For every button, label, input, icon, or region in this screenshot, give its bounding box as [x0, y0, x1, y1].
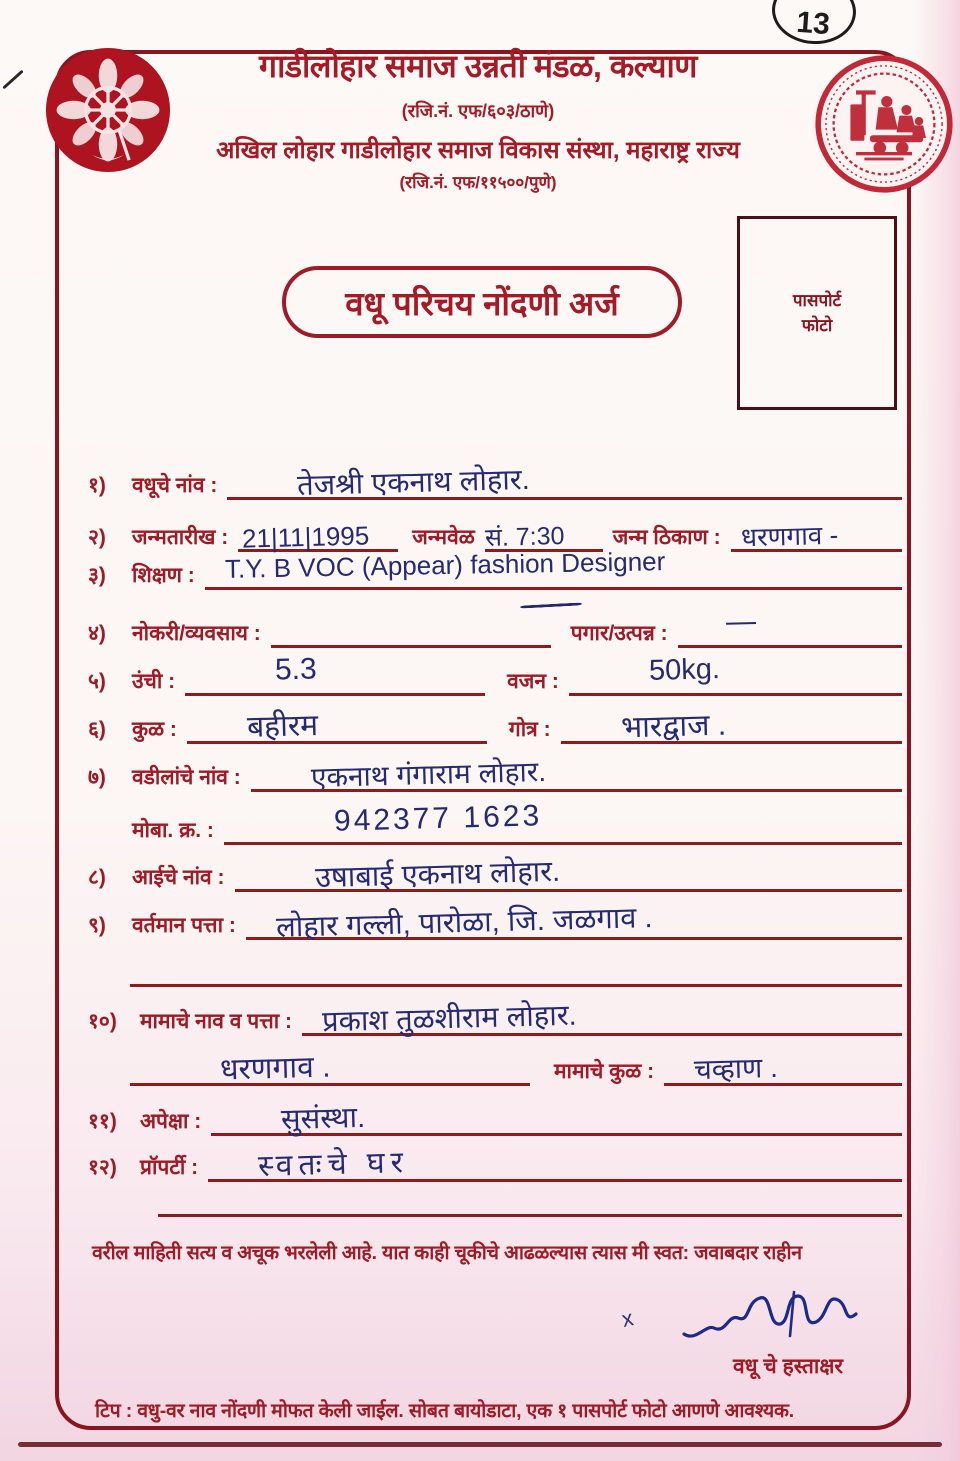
field-label: नोकरी/व्यवसाय :: [132, 622, 261, 645]
handwritten-value: एकनाथ गंगाराम लोहार.: [310, 755, 547, 794]
footer-tip: टिप : वधु-वर नाव नोंदणी मोफत केली जाईल. सोबत बायोडाटा, एक १ पासपोर्ट फोटो आणणे आवश्यक.: [95, 1400, 795, 1422]
field-input-line: [208, 1141, 902, 1182]
form-title: वधू परिचय नोंदणी अर्ज: [345, 284, 619, 322]
field-input-line: [227, 459, 902, 503]
field-input-line: [224, 799, 902, 845]
field-label: शिक्षण :: [132, 564, 195, 587]
field-uncle-address-line2: [130, 1048, 902, 1086]
field-input-line: [185, 652, 485, 696]
scan-pink-streak: [912, 0, 960, 1461]
field-birth-details: [88, 514, 902, 552]
handwritten-value: चव्हाण .: [693, 1051, 779, 1086]
handwritten-value: 21|11|1995: [241, 520, 370, 554]
society-stamp-logo: [814, 54, 954, 194]
field-input-line: [211, 1095, 902, 1136]
field-kul-gotra: [88, 706, 902, 744]
field-number: ४): [88, 622, 106, 645]
org-registration-2: (रजि.नं. एफ/११५००/पुणे): [399, 173, 557, 192]
field-occupation-income: [88, 604, 902, 648]
field-number: [88, 844, 132, 845]
field-number: २): [88, 526, 106, 549]
handwritten-value: तेजश्री एकनाथ लोहार.: [297, 463, 531, 503]
scan-bottom-edge: [18, 1442, 942, 1447]
field-height-weight: [88, 652, 902, 696]
photo-box-label-2: फोटो: [801, 316, 833, 335]
handwritten-value: T.Y. B VOC (Appear) fashion Designer: [224, 546, 666, 584]
handwritten-value: लोहार गल्ली, पारोळा, जि. जळगाव .: [275, 902, 653, 944]
field-input-line: [246, 899, 902, 944]
field-label: मोबा. क्र. :: [132, 819, 214, 842]
field-input-line: [485, 511, 603, 552]
field-property: [88, 1144, 902, 1182]
field-label: वडीलांचे नांव :: [132, 766, 241, 789]
form-title-box: [282, 266, 682, 338]
field-number: ७): [88, 766, 106, 789]
field-input-line: [561, 703, 902, 744]
field-label: प्रॉपर्टी :: [140, 1156, 199, 1179]
field-number: ३): [88, 564, 106, 587]
field-mother-name: [88, 854, 902, 895]
field-number: ९): [88, 914, 106, 937]
field-input-line: [664, 1045, 902, 1086]
field-number: ५): [88, 670, 106, 693]
bride-signature: [676, 1284, 866, 1353]
field-input-line: [678, 604, 902, 648]
letterhead: [150, 44, 806, 193]
org-title-sub: अखिल लोहार गाडीलोहार समाज विकास संस्था, महाराष्ट्र राज्य: [216, 137, 740, 164]
field-label: वजन :: [507, 670, 559, 693]
field-label: जन्म ठिकाण :: [612, 526, 721, 549]
field-label: गोत्र :: [508, 718, 551, 741]
field-label: मामाचे नाव व पत्ता :: [140, 1010, 292, 1033]
field-education: [88, 546, 902, 590]
field-input-line: [130, 1045, 530, 1086]
handwritten-value: धरणगाव .: [219, 1050, 331, 1087]
field-input-line: [238, 511, 398, 552]
field-bride-name: [88, 462, 902, 503]
field-mobile-number: [88, 799, 902, 845]
field-label: जन्मतारीख :: [132, 526, 229, 549]
field-input-line: [731, 511, 902, 552]
field-input-line: [271, 607, 551, 648]
handwritten-value: सुसंस्था.: [280, 1101, 366, 1137]
field-number: १२): [88, 1156, 117, 1179]
field-label: जन्मवेळ: [412, 526, 475, 549]
handwritten-value: 50kg.: [648, 653, 721, 687]
blank-ruled-line: [130, 984, 902, 987]
handwritten-value: धरणगाव -: [740, 519, 839, 553]
signature-label: वधू चे हस्ताक्षर: [733, 1355, 843, 1378]
handwritten-value: उषाबाई एकनाथ लोहार.: [314, 855, 561, 895]
field-number: १०): [88, 1010, 117, 1033]
field-input-line: [187, 703, 487, 744]
field-label: अपेक्षा :: [140, 1110, 202, 1133]
handwritten-value: सं. 7:30: [484, 521, 565, 553]
org-registration-1: (रजि.नं. एफ/६०३/ठाणे): [401, 101, 555, 121]
section-divider-line: [158, 1214, 902, 1217]
field-label: पगार/उत्पन्न :: [570, 622, 668, 645]
field-input-line: [251, 751, 902, 792]
field-current-address: [88, 902, 902, 944]
org-title-main: गाडीलोहार समाज उन्नती मंडळ, कल्याण: [259, 48, 697, 84]
field-input-line: [205, 546, 902, 590]
handwritten-value: प्रकाश तुळशीराम लोहार.: [321, 999, 578, 1039]
field-number: ११): [88, 1110, 117, 1133]
handwritten-value: भारद्वाज .: [620, 708, 727, 745]
field-expectations: [88, 1098, 902, 1136]
handwritten-value: —: [725, 604, 757, 639]
page-number-circle: [770, 0, 858, 47]
field-uncle-name-address: [88, 998, 902, 1039]
pen-cross-mark: x: [619, 1305, 636, 1332]
handwritten-value: 5.3: [274, 652, 318, 687]
pen-stray-mark: [2, 70, 23, 90]
handwritten-value: बहीरम: [246, 709, 319, 744]
declaration-text: वरील माहिती सत्य व अचूक भरलेली आहे. यात काही चूकीचे आढळल्यास त्यास मी स्वत: जवाबदार राहीन: [92, 1242, 802, 1264]
field-number: ६): [88, 718, 106, 741]
field-label: आईचे नांव :: [132, 866, 225, 889]
field-label: उंची :: [132, 670, 176, 693]
field-input-line: [235, 851, 902, 895]
page-number: 13: [795, 5, 831, 42]
photo-box-label-1: पासपोर्ट: [792, 290, 842, 310]
field-input-line: [302, 995, 902, 1039]
handwritten-value: 942377 1623: [333, 799, 543, 838]
field-label: मामाचे कुळ :: [554, 1060, 655, 1083]
field-label: वर्तमान पत्ता :: [132, 914, 236, 937]
passport-photo-box: [737, 216, 897, 410]
field-input-line: [569, 655, 902, 696]
field-number: ८): [88, 866, 106, 889]
field-label: वधूचे नांव :: [132, 474, 218, 497]
field-number: १): [88, 474, 106, 497]
field-label: कुळ :: [132, 718, 177, 741]
handwritten-value: स्वतःचे घर: [257, 1146, 410, 1183]
field-father-name: [88, 754, 902, 792]
